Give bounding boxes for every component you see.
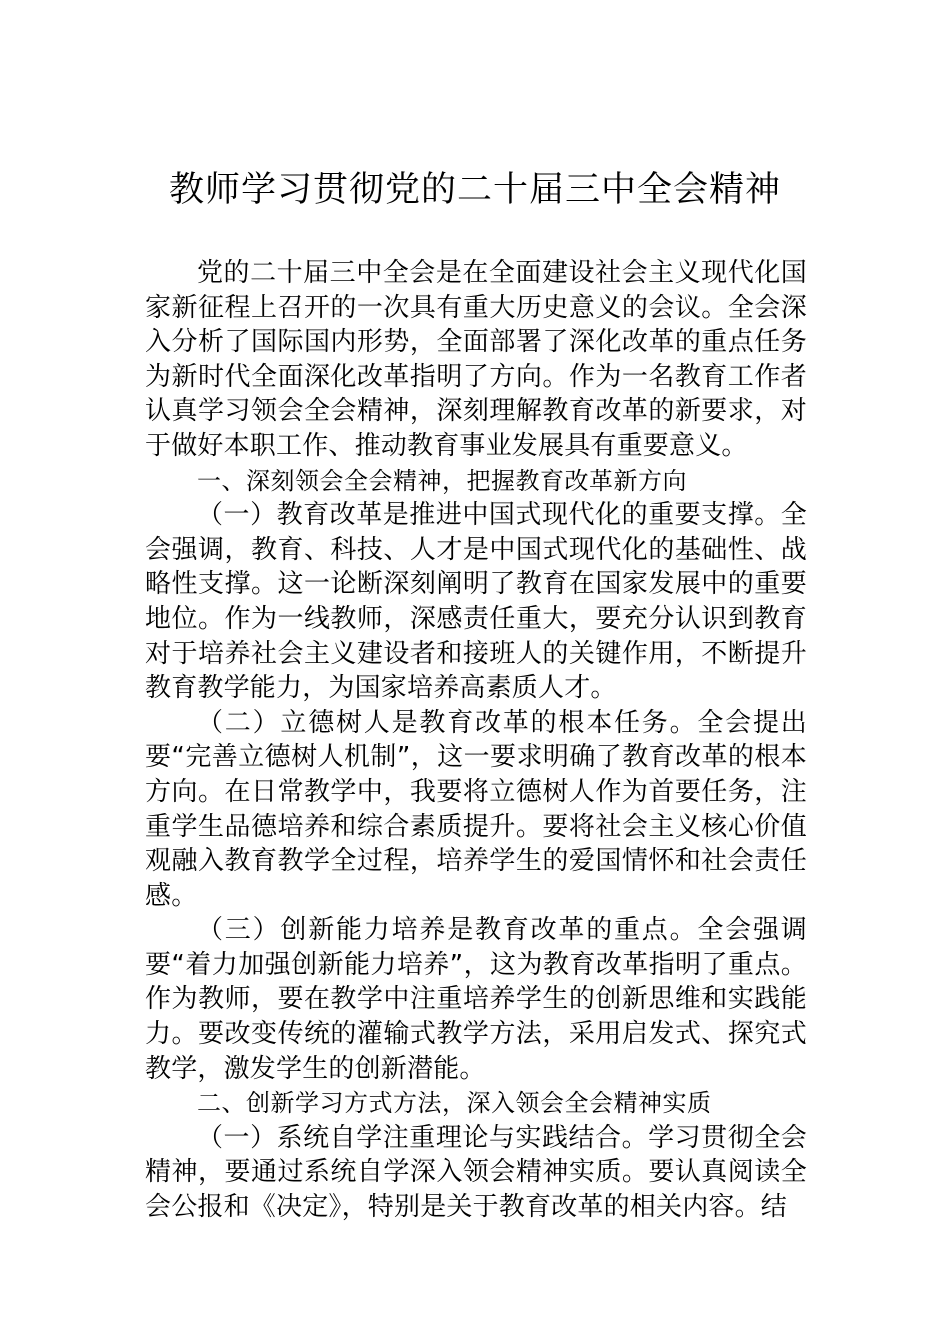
document-body — [145, 256, 807, 1225]
section-heading-2: 二、创新学习方式方法，深入领会全会精神实质 — [197, 1089, 712, 1118]
section1-paragraph-1: （一）教育改革是推进中国式现代化的重要支撑。全会强调，教育、科技、人才是中国式现代化的基础性、战略性支撑。这一论断深刻阐明了教育在国家发展中的重要地位。作为一线教师，深感责任重大，要充分认识到教育对于培养社会主义建设者和接班人的关键作用，不断提升教育教学能力，为国家培养高素质人才。 — [145, 500, 807, 704]
section1-paragraph-3: （三）创新能力培养是教育改革的重点。全会强调要“着力加强创新能力培养”，这为教育改革指明了重点。作为教师，要在教学中注重培养学生的创新思维和实践能力。要改变传统的灌输式教学方法，采用启发式、探究式教学，激发学生的创新潜能。 — [145, 915, 807, 1084]
document-title: 教师学习贯彻党的二十届三中全会精神 — [168, 170, 781, 210]
section2-paragraph-1: （一）系统自学注重理论与实践结合。学习贯彻全会精神，要通过系统自学深入领会精神实质。要认真阅读全会公报和《决定》，特别是关于教育改革的相关内容。结 — [145, 1122, 807, 1223]
section1-paragraph-2: （二）立德树人是教育改革的根本任务。全会提出要“完善立德树人机制”，这一要求明确了教育改革的根本方向。在日常教学中，我要将立德树人作为首要任务，注重学生品德培养和综合素质提升。要将社会主义核心价值观融入教育教学全过程，培养学生的爱国情怀和社会责任感。 — [145, 707, 807, 911]
section-heading-1: 一、深刻领会全会精神，把握教育改革新方向 — [197, 466, 687, 495]
intro-paragraph: 党的二十届三中全会是在全面建设社会主义现代化国家新征程上召开的一次具有重大历史意义的会议。全会深入分析了国际国内形势，全面部署了深化改革的重点任务为新时代全面深化改革指明了方向。作为一名教育工作者认真学习领会全会精神，深刻理解教育改革的新要求，对于做好本职工作、推动教育事业发展具有重要意义。 — [145, 258, 807, 461]
